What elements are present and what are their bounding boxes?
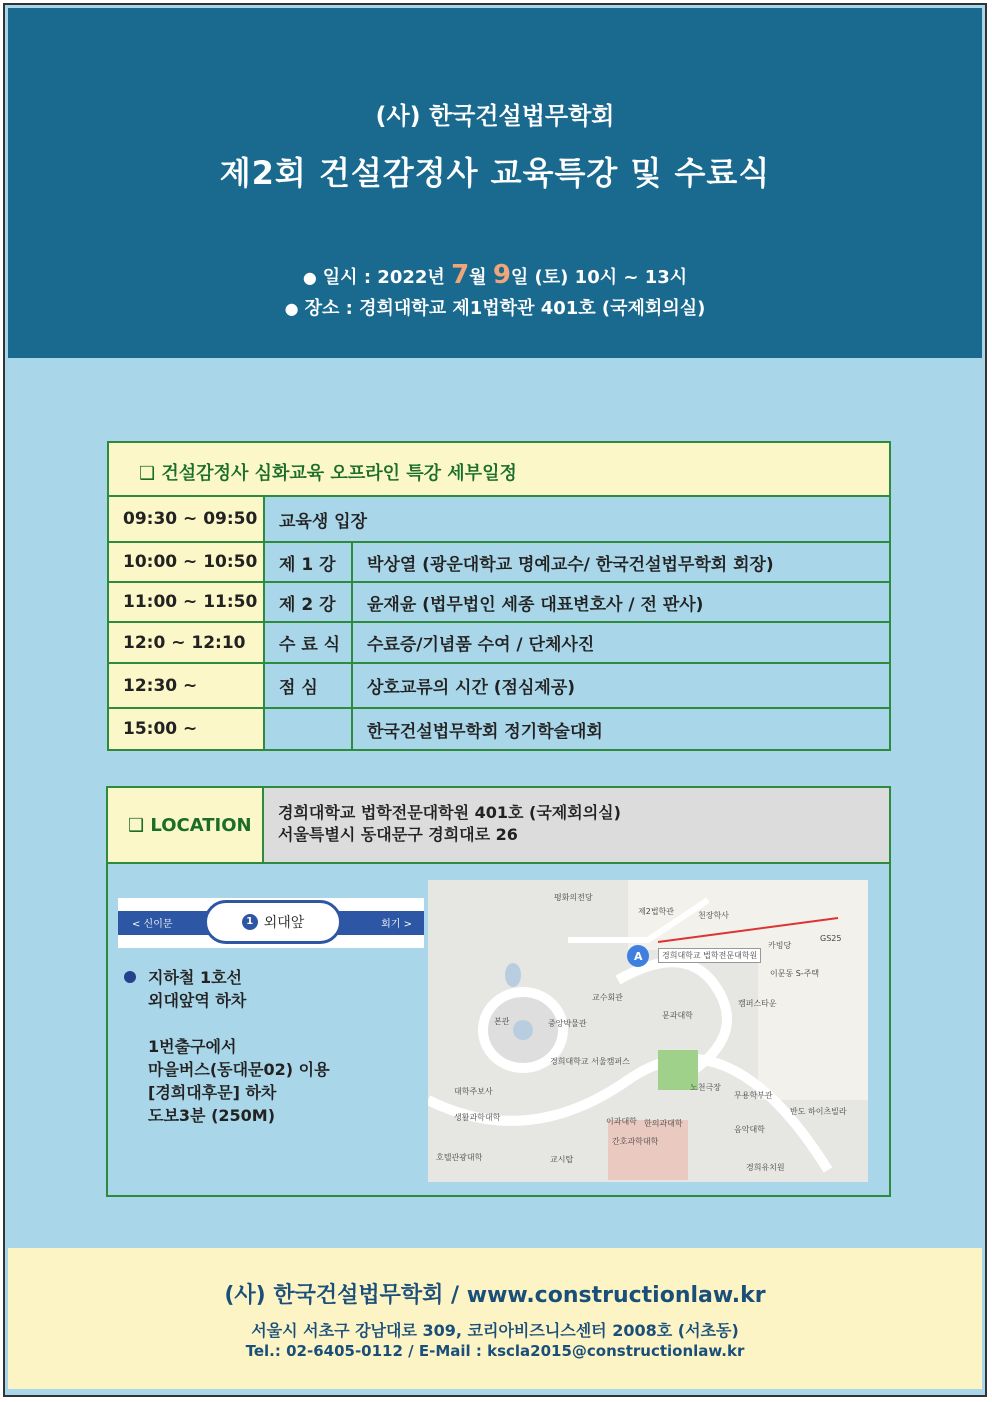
date-day: 9 <box>492 260 511 290</box>
row-time: 09:30 ~ 09:50 <box>109 497 265 541</box>
table-row <box>109 581 889 621</box>
map-pin-icon: A <box>634 950 643 963</box>
row-time: 10:00 ~ 10:50 <box>109 543 265 581</box>
row-label: 제 1 강 <box>265 543 353 581</box>
org-name: (사) 한국건설법무학회 <box>375 102 615 130</box>
table-row <box>109 541 889 581</box>
prev-station: < 신이문 <box>132 919 173 930</box>
row-desc: 교육생 입장 <box>279 511 368 532</box>
schedule-heading: ❑ 건설감정사 심화교육 오프라인 특강 세부일정 <box>109 443 889 497</box>
table-row <box>109 621 889 662</box>
date-month: 7 <box>451 260 470 290</box>
station-pill <box>204 900 342 944</box>
footer-address: 서울시 서초구 강남대로 309, 코리아비즈니스센터 2008호 (서초동) <box>251 1321 739 1340</box>
station-name: 외대앞 <box>263 915 305 931</box>
row-label: 점 심 <box>265 664 353 707</box>
address-line-2: 서울특별시 동대문구 경희대로 26 <box>278 825 518 844</box>
footer-org-url: (사) 한국건설법무학회 / www.constructionlaw.kr <box>224 1283 766 1308</box>
location-address <box>264 788 889 864</box>
location-section <box>106 786 891 1197</box>
event-title: 제2회 건설감정사 교육특강 및 수료식 <box>219 154 771 192</box>
row-time: 11:00 ~ 11:50 <box>109 583 265 621</box>
bullet-icon <box>124 971 136 983</box>
footer <box>8 1248 982 1389</box>
bullet-icon: ● <box>284 299 299 318</box>
row-time: 12:0 ~ 12:10 <box>109 623 265 662</box>
address-line-1: 경희대학교 법학전문대학원 401호 (국제회의실) <box>278 803 621 822</box>
row-desc: 윤재윤 (법무법인 세종 대표변호사 / 전 판사) <box>367 594 704 615</box>
row-label: 수 료 식 <box>265 623 353 662</box>
line-number-icon: 1 <box>242 914 258 930</box>
subway-station-sign <box>118 898 424 948</box>
directions: 지하철 1호선 외대앞역 하차 1번출구에서 마을버스(동대문02) 이용 [경희대후문] 하차 도보3분 (250M) <box>124 966 330 1127</box>
campus-map[interactable]: 평화의전당 제2법학관 천장학사 경희대학교 법학전문대학원 카빙당 GS25 이문동 S-주택 교수회관 본관 중앙박물관 문과대학 캠퍼스타운 경희대학교 서울캠퍼스 노천극장 무용학부관 대학주보사 생활과학대학 이과대학 한의과대학 간호과학대학 음악대학 호텔관광대학 교시탑 경희유치원 반도 하이츠빌라 A <box>428 880 868 1182</box>
bullet-icon: ● <box>302 268 317 287</box>
table-row <box>109 495 889 541</box>
next-station: 회기 > <box>381 919 412 930</box>
row-desc: 박상열 (광운대학교 명예교수/ 한국건설법무학회 회장) <box>367 554 774 575</box>
schedule-table <box>107 441 891 751</box>
footer-contact: Tel.: 02-6405-0112 / E-Mail : kscla2015@constructionlaw.kr <box>245 1342 745 1360</box>
header-banner <box>8 8 982 358</box>
row-label <box>265 709 353 749</box>
row-time: 15:00 ~ <box>109 709 265 749</box>
date-line: ● 일시 : 2022년 7월 9일 (토) 10시 ~ 13시 <box>302 260 688 290</box>
row-label: 제 2 강 <box>265 583 353 621</box>
row-desc: 한국건설법무학회 정기학술대회 <box>367 721 603 742</box>
row-desc: 상호교류의 시간 (점심제공) <box>367 678 576 698</box>
table-row <box>109 662 889 707</box>
location-tag: ❑ LOCATION <box>108 788 264 864</box>
place-line: ● 장소 : 경희대학교 제1법학관 401호 (국제회의실) <box>284 298 706 319</box>
table-row <box>109 707 889 749</box>
row-time: 12:30 ~ <box>109 664 265 707</box>
row-desc: 수료증/기념품 수여 / 단체사진 <box>367 635 595 655</box>
